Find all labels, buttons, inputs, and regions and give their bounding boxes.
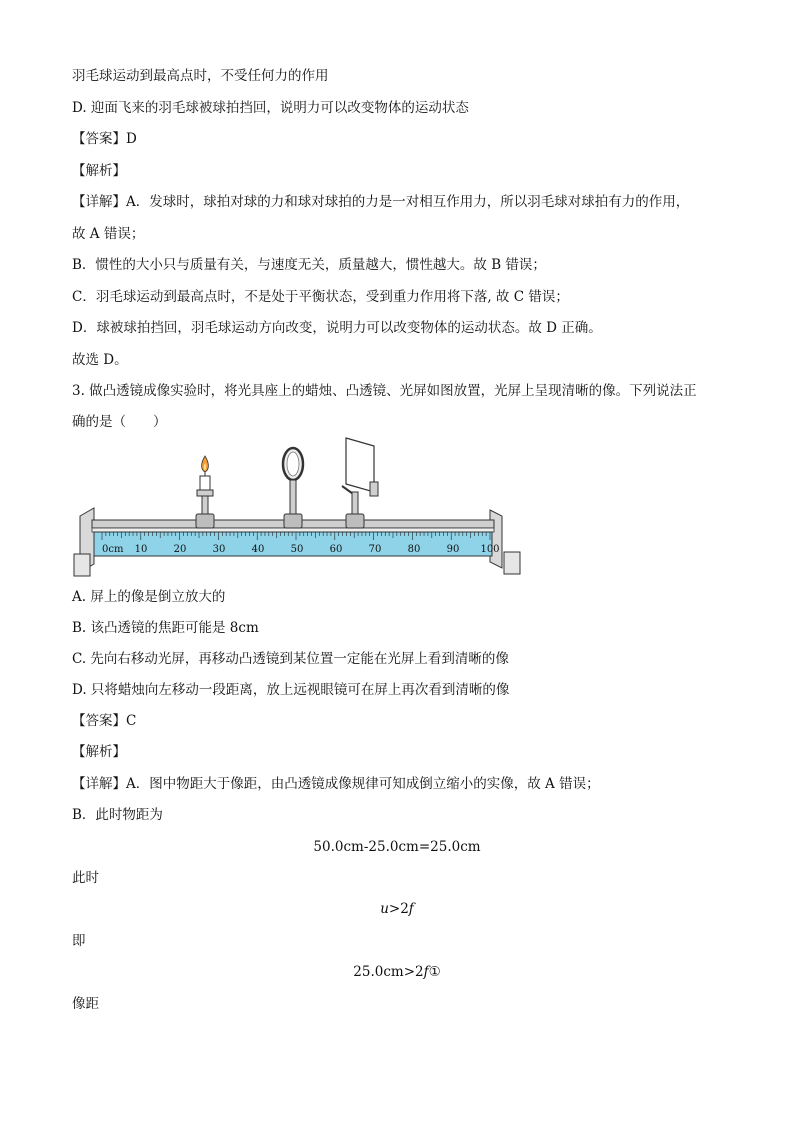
tick-label-40: 40 <box>251 544 265 555</box>
answer-label: 【答案】C <box>72 713 137 729</box>
explanation-line: 故 A 错误； <box>72 226 145 242</box>
tick-label-90: 90 <box>446 544 460 555</box>
option-c: C. 先向右移动光屏，再移动凸透镜到某位置一定能在光屏上看到清晰的像 <box>72 651 509 667</box>
analysis-label: 【解析】 <box>72 744 126 760</box>
tick-label-30: 30 <box>212 544 226 555</box>
option-b: B. 该凸透镜的焦距可能是 8cm <box>72 620 259 636</box>
option-d: D. 只将蜡烛向左移动一段距离，放上远视眼镜可在屏上再次看到清晰的像 <box>72 682 510 698</box>
var-f: f <box>423 964 429 980</box>
explanation-line: 像距 <box>72 996 99 1012</box>
conclusion-line: 故选 D。 <box>72 352 128 368</box>
left-support <box>74 508 94 576</box>
text-line: 羽毛球运动到最高点时，不受任何力的作用 <box>72 68 329 84</box>
equation-object-distance: 50.0cm-25.0cm=25.0cm <box>313 839 481 855</box>
tick-label-70: 70 <box>368 544 382 555</box>
analysis-label: 【解析】 <box>72 163 126 179</box>
explanation-line: D．球被球拍挡回，羽毛球运动方向改变，说明力可以改变物体的运动状态。故 D 正确。 <box>72 320 602 336</box>
explanation-line: 【详解】A．发球时，球拍对球的力和球对球拍的力是一对相互作用力，所以羽毛球对球拍有力的作用， <box>72 194 690 210</box>
explanation-line: 【详解】A．图中物距大于像距，由凸透镜成像规律可知成倒立缩小的实像，故 A 错误； <box>72 776 600 792</box>
explanation-line: 即 <box>72 933 86 949</box>
var-f: f <box>408 901 414 917</box>
equation-numbered <box>0 963 794 981</box>
question-3-stem: 3. 做凸透镜成像实验时，将光具座上的蜡烛、凸透镜、光屏如图放置，光屏上呈现清晰的像。下列说法正 <box>72 383 697 399</box>
convex-lens <box>283 448 303 528</box>
tick-label-20: 20 <box>173 544 187 555</box>
eq-op: >2 <box>388 901 409 917</box>
eq-number: ① <box>428 964 441 980</box>
var-u: u <box>380 901 389 917</box>
tick-label-10: 10 <box>134 544 148 555</box>
question-3-stem-cont: 确的是（ ） <box>72 414 167 430</box>
eq-left: 25.0cm>2 <box>353 964 424 980</box>
option-d-previous: D. 迎面飞来的羽毛球被球拍挡回，说明力可以改变物体的运动状态 <box>72 100 469 116</box>
explanation-line: 此时 <box>72 870 99 886</box>
optical-bench-figure <box>70 436 530 582</box>
explanation-line: B．惯性的大小只与质量有关，与速度无关，质量越大，惯性越大。故 B 错误； <box>72 257 546 273</box>
light-screen <box>342 438 378 528</box>
option-a: A. 屏上的像是倒立放大的 <box>72 589 226 605</box>
tick-label-50: 50 <box>290 544 304 555</box>
tick-label-0: 0cm <box>102 544 124 555</box>
equation-inequality <box>0 900 794 918</box>
tick-label-100: 100 <box>480 544 500 555</box>
explanation-line: C．羽毛球运动到最高点时，不是处于平衡状态，受到重力作用将下落, 故 C 错误； <box>72 289 569 305</box>
explanation-line: B．此时物距为 <box>72 807 163 823</box>
tick-label-60: 60 <box>329 544 343 555</box>
candle <box>196 456 214 528</box>
tick-label-80: 80 <box>407 544 421 555</box>
answer-label: 【答案】D <box>72 131 137 147</box>
